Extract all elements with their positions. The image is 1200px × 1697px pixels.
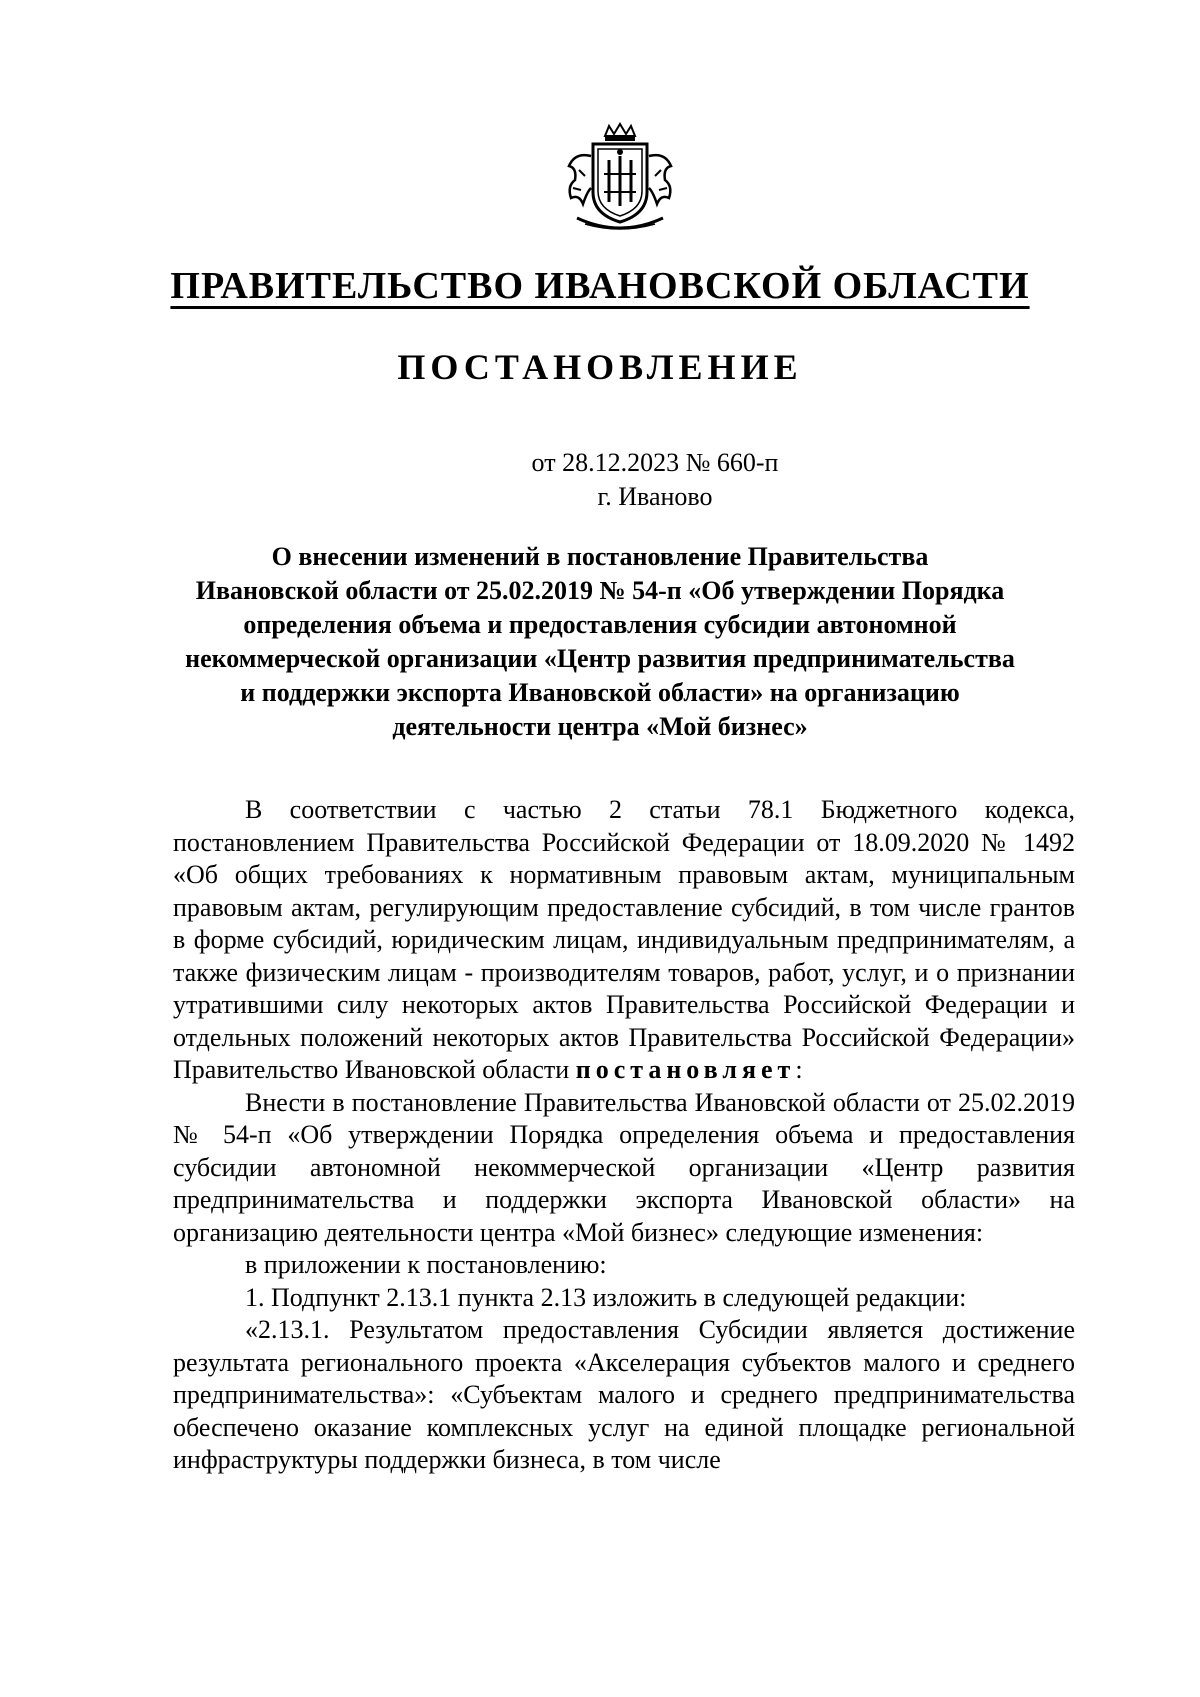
subject-line: деятельности центра «Мой бизнес» (392, 712, 808, 741)
paragraph-amend: Внести в постановление Правительства Ивановской области от 25.02.2019 № 54-п «Об утверждении Порядка определения объема и предоставления субсидии автономной некоммерческой организации «Центр развития предпринимательства и поддержки экспорта Ивановской области» на организацию деятельности центра «Мой бизнес» следующие изменения: (173, 1087, 1075, 1247)
government-name-text: ПРАВИТЕЛЬСТВО ИВАНОВСКОЙ ОБЛАСТИ (170, 265, 1030, 307)
government-name (0, 264, 1200, 308)
subject-line: и поддержки экспорта Ивановской области» на организацию (240, 678, 960, 707)
subject-line: некоммерческой организации «Центр развития предпринимательства (185, 644, 1015, 673)
subject-line: Ивановской области от 25.02.2019 № 54-п «Об утверждении Порядка (195, 576, 1005, 605)
document-subject (150, 540, 1050, 744)
document-body (173, 794, 1075, 1477)
ivanovo-coat-of-arms-icon (557, 122, 683, 238)
date-number: от 28.12.2023 № 660-п (531, 448, 779, 477)
subject-line: определения объема и предоставления субсидии автономной (243, 610, 957, 639)
paragraph-preamble (173, 794, 1075, 1087)
paragraph-item-1: 1. Подпункт 2.13.1 пункта 2.13 изложить в следующей редакции: (245, 1282, 967, 1312)
subject-line: О внесении изменений в постановление Правительства (271, 542, 929, 571)
document-type: ПОСТАНОВЛЕНИЕ (397, 347, 803, 387)
preamble-text: В соответствии с частью 2 статьи 78.1 Бюджетного кодекса, постановлением Правительства Российской Федерации от 18.09.2020 № 1492 «Об общих требованиях к нормативным правовым актам, муниципальным правовым актам, регулирующим предоставление субсидий, в том числе грантов в форме субсидий, юридическим лицам, индивидуальным предпринимателям, а также физическим лицам - производителям товаров, работ, услуг, и о признании утратившими силу некоторых актов Правительства Российской Федерации и отдельных положений некоторых актов Правительства Российской Федерации» Правительство Ивановской области (173, 795, 1075, 1084)
resolves-word: постановляет (575, 1055, 796, 1084)
document-meta (0, 446, 1200, 514)
paragraph-item-2-13-1: «2.13.1. Результатом предоставления Субсидии является достижение результата регионального проекта «Акселерация субъектов малого и среднего предпринимательства»: «Субъектам малого и среднего предпринимательства обеспечено оказание комплексных услуг на единой площадке региональной инфраструктуры поддержки бизнеса, в том числе (173, 1315, 1075, 1474)
city: г. Иваново (597, 482, 713, 511)
preamble-colon: : (795, 1055, 803, 1084)
paragraph-appendix: в приложении к постановлению: (245, 1250, 607, 1279)
